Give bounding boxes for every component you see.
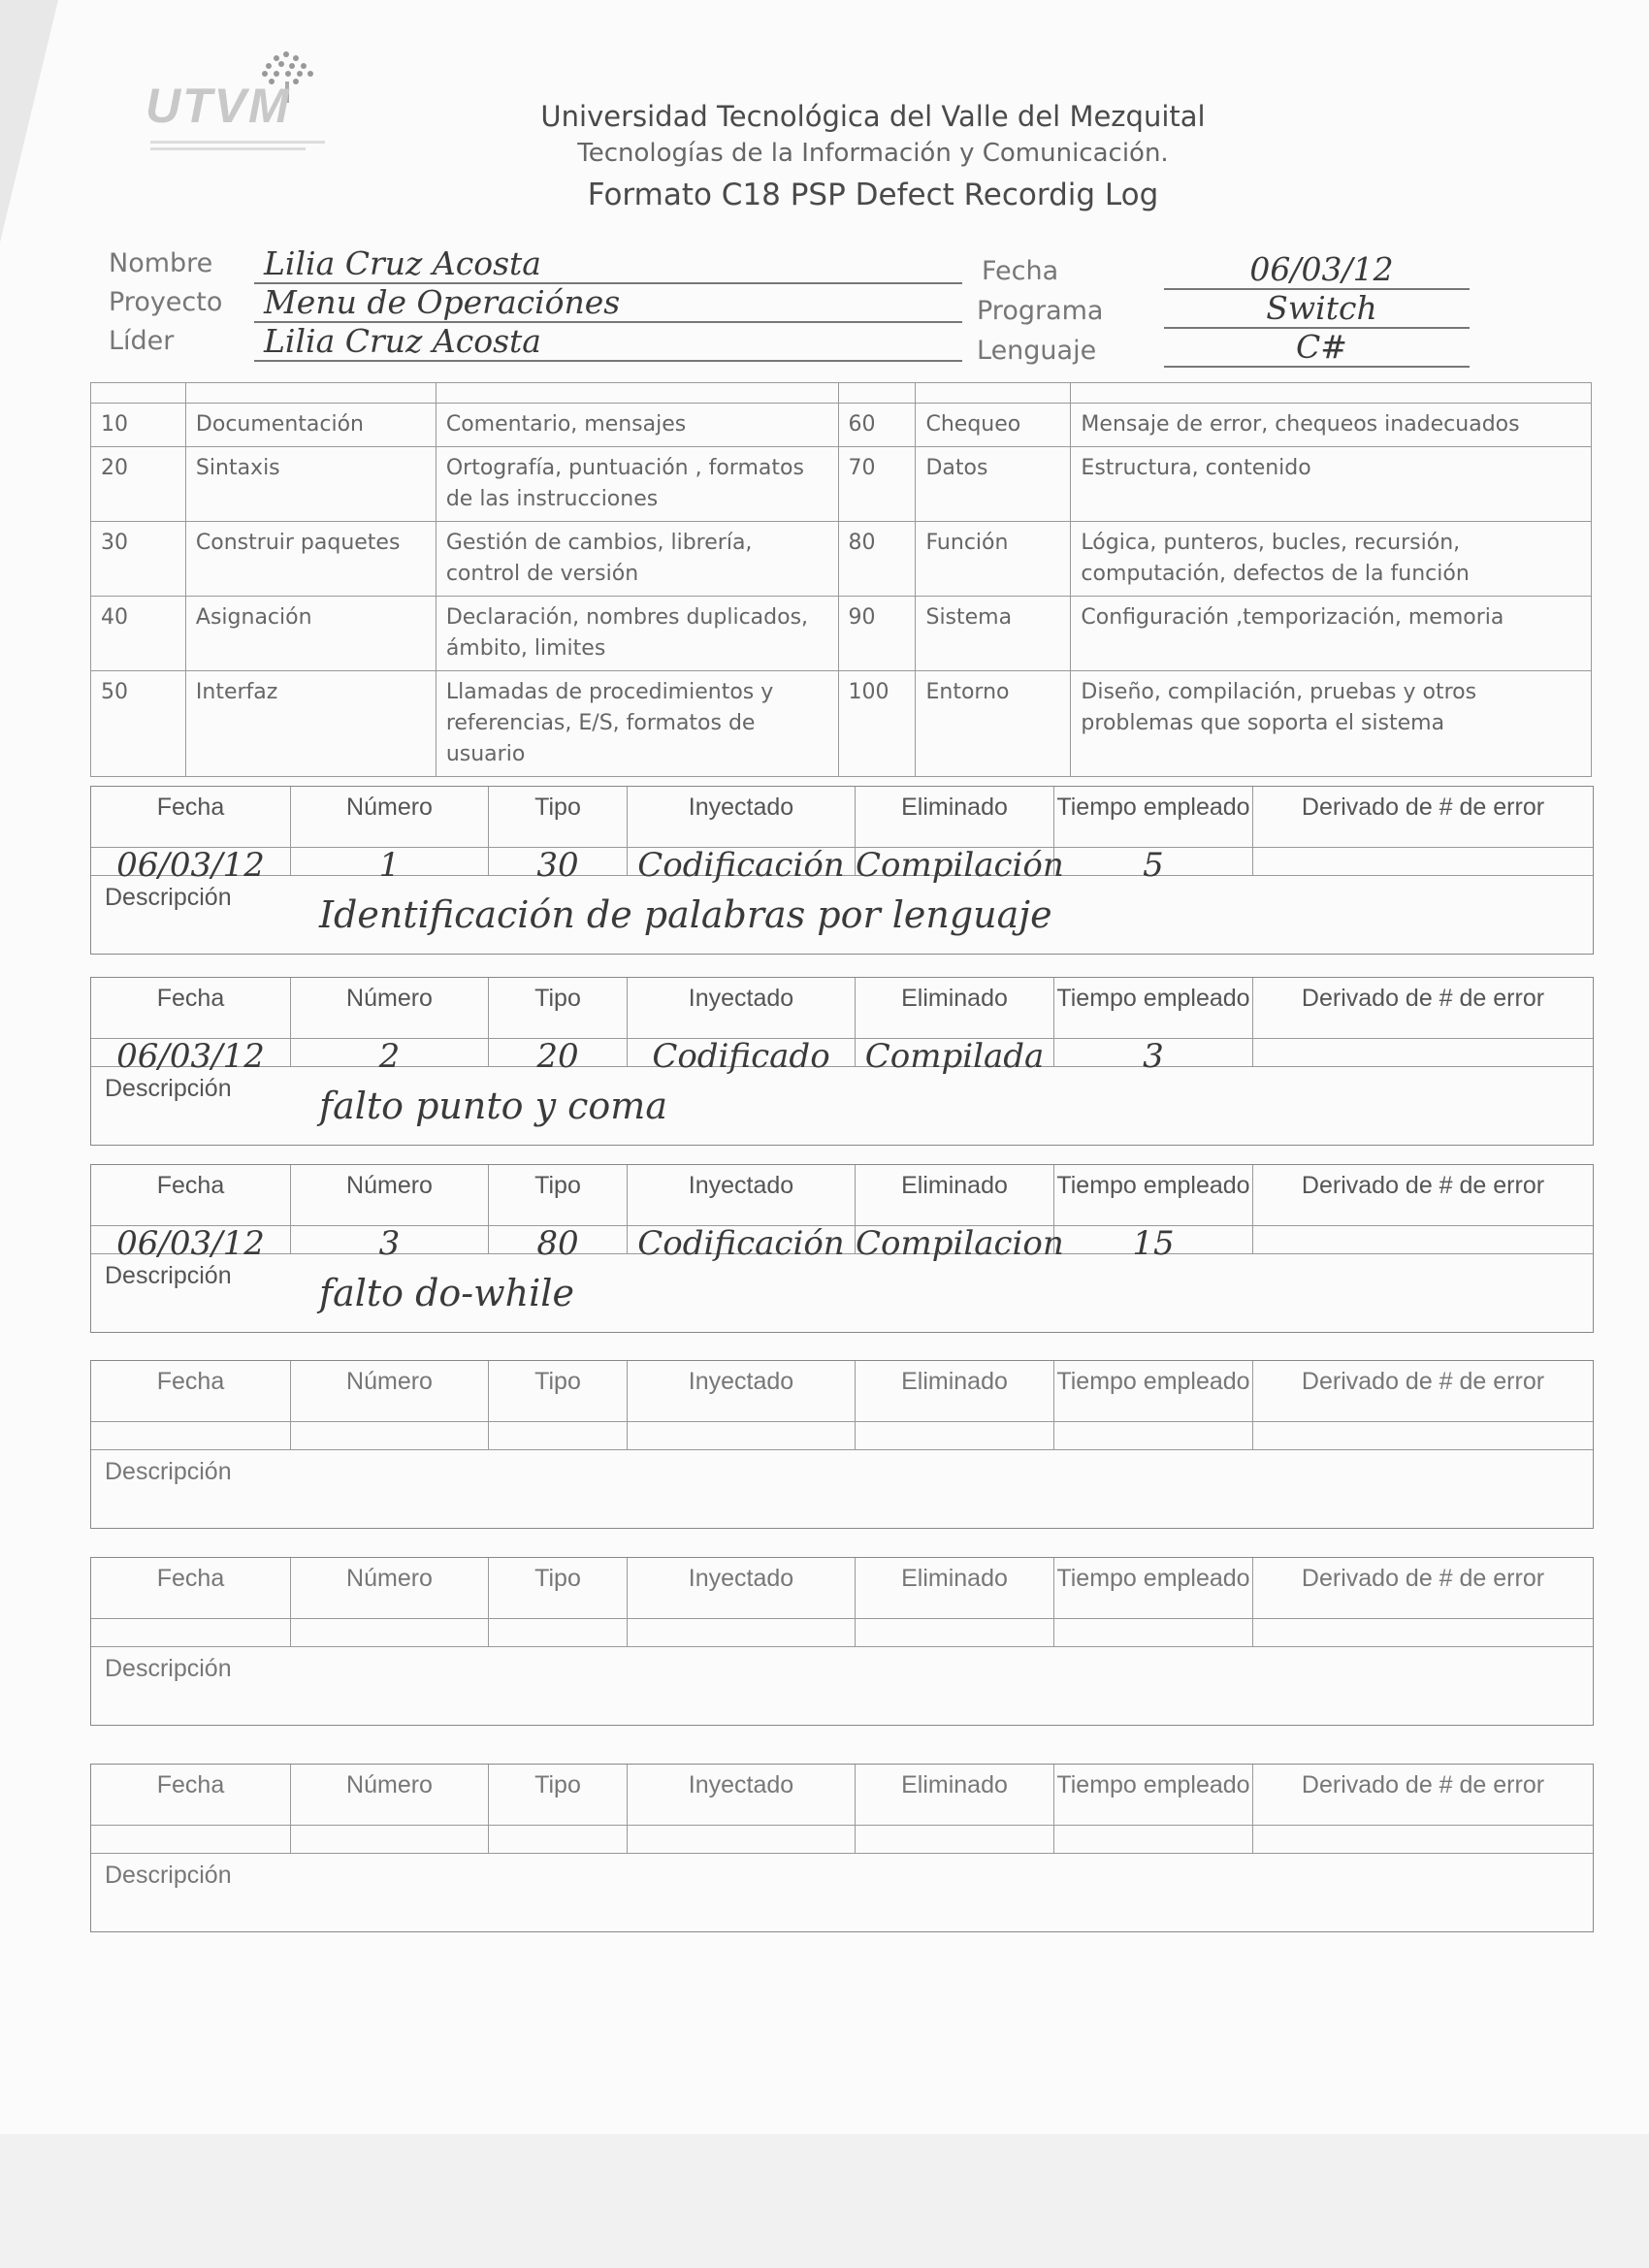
department-title: Tecnologías de la Información y Comunicación. — [577, 139, 1169, 168]
descripcion-label: Descripción — [105, 1075, 232, 1102]
defect-fecha-field[interactable]: 06/03/12 — [91, 1039, 291, 1066]
nombre-label: Nombre — [109, 248, 213, 278]
col-header-numero: Número — [291, 1765, 489, 1825]
col-header-tipo: Tipo — [489, 1558, 628, 1618]
defect-record — [90, 1164, 1594, 1333]
col-header-eliminado: Eliminado — [856, 1165, 1054, 1225]
defect-eliminado-field[interactable]: Compilacion — [856, 1224, 1064, 1263]
defect-value-row — [91, 846, 1593, 885]
defect-derivado-field[interactable] — [1253, 1826, 1593, 1853]
defect-tipo-field[interactable] — [489, 1619, 628, 1646]
defect-tiempo-field[interactable]: 15 — [1054, 1226, 1253, 1253]
defect-numero-field[interactable] — [291, 1422, 489, 1449]
type-num: 40 — [91, 597, 186, 671]
col-header-eliminado: Eliminado — [856, 1765, 1054, 1825]
type-num: 60 — [838, 404, 916, 447]
descripcion-label: Descripción — [105, 1458, 232, 1485]
defect-types-header-row — [91, 383, 1592, 404]
type-name: Asignación — [185, 597, 436, 671]
col-header-inyectado: Inyectado — [628, 787, 856, 847]
col-header-numero: Número — [291, 1558, 489, 1618]
defect-header-row — [91, 1558, 1593, 1618]
form-title: Formato C18 PSP Defect Recordig Log — [587, 178, 1159, 212]
logo-text: UTVM — [146, 79, 291, 133]
col-header-derivado: Derivado de # de error — [1301, 1565, 1545, 1592]
col-header-derivado: Derivado de # de error — [1301, 794, 1545, 821]
type-desc: Mensaje de error, chequeos inadecuados — [1071, 404, 1592, 447]
defect-fecha-field[interactable] — [91, 1619, 291, 1646]
lider-field[interactable]: Lilia Cruz Acosta — [254, 322, 962, 362]
defect-header-row — [91, 787, 1593, 847]
defect-tiempo-field[interactable]: 3 — [1054, 1039, 1253, 1066]
defect-eliminado-field[interactable]: Compilada — [856, 1039, 1054, 1066]
type-desc: Ortografía, puntuación , formatos de las instrucciones — [436, 447, 838, 522]
defect-numero-field[interactable]: 2 — [291, 1039, 489, 1066]
col-header-inyectado: Inyectado — [628, 1165, 856, 1225]
col-header-derivado: Derivado de # de error — [1301, 1771, 1545, 1798]
defect-type-row — [91, 447, 1592, 522]
descripcion-label: Descripción — [105, 1655, 232, 1682]
descripcion-field[interactable]: falto punto y coma — [319, 1085, 667, 1127]
col-header-fecha: Fecha — [91, 1558, 291, 1618]
col-header-eliminado: Eliminado — [856, 1361, 1054, 1421]
descripcion-label: Descripción — [105, 1262, 232, 1289]
col-header-derivado: Derivado de # de error — [1301, 1172, 1545, 1199]
descripcion-field[interactable]: Identificación de palabras por lenguaje — [319, 893, 1052, 936]
type-name: Datos — [916, 447, 1071, 522]
col-header-inyectado: Inyectado — [628, 1765, 856, 1825]
proyecto-field[interactable]: Menu de Operaciónes — [254, 283, 962, 323]
col-header-tiempo: Tiempo empleado — [1054, 1558, 1253, 1618]
type-num: 70 — [838, 447, 916, 522]
col-header-inyectado: Inyectado — [628, 1558, 856, 1618]
col-header-tiempo: Tiempo empleado — [1054, 1361, 1253, 1421]
defect-tipo-field[interactable]: 20 — [489, 1039, 628, 1066]
defect-tiempo-field[interactable] — [1054, 1619, 1253, 1646]
defect-derivado-field[interactable] — [1253, 1422, 1593, 1449]
defect-fecha-field[interactable] — [91, 1422, 291, 1449]
type-name: Función — [916, 522, 1071, 597]
defect-derivado-field[interactable] — [1253, 1619, 1593, 1646]
defect-record — [90, 1557, 1594, 1726]
defect-inyectado-field[interactable]: Codificación — [628, 848, 856, 875]
col-header-numero: Número — [291, 978, 489, 1038]
col-header-tipo: Tipo — [489, 1361, 628, 1421]
defect-fecha-field[interactable]: 06/03/12 — [91, 848, 291, 875]
descripcion-label: Descripción — [105, 1862, 232, 1889]
defect-tiempo-field[interactable] — [1054, 1826, 1253, 1853]
defect-tipo-field[interactable]: 30 — [489, 848, 628, 875]
defect-type-row — [91, 597, 1592, 671]
col-header-tiempo: Tiempo empleado — [1054, 978, 1253, 1038]
type-num: 100 — [838, 671, 916, 777]
col-header-derivado: Derivado de # de error — [1301, 985, 1545, 1012]
defect-inyectado-field[interactable] — [628, 1422, 856, 1449]
col-header-eliminado: Eliminado — [856, 1558, 1054, 1618]
defect-value-row — [91, 1618, 1593, 1647]
type-desc: Configuración ,temporización, memoria — [1071, 597, 1592, 671]
nombre-field[interactable]: Lilia Cruz Acosta — [254, 244, 962, 284]
type-desc: Comentario, mensajes — [436, 404, 838, 447]
col-header-tipo: Tipo — [489, 1765, 628, 1825]
defect-tiempo-field[interactable] — [1054, 1422, 1253, 1449]
defect-numero-field[interactable] — [291, 1826, 489, 1853]
descripcion-field[interactable]: falto do-while — [319, 1272, 574, 1314]
type-desc: Diseño, compilación, pruebas y otros problemas que soporta el sistema — [1071, 671, 1592, 777]
defect-type-row — [91, 522, 1592, 597]
defect-eliminado-field[interactable]: Compilación — [856, 846, 1064, 885]
type-num: 30 — [91, 522, 186, 597]
defect-tipo-field[interactable] — [489, 1422, 628, 1449]
defect-type-row — [91, 404, 1592, 447]
type-desc: Declaración, nombres duplicados, ámbito, limites — [436, 597, 838, 671]
col-header-eliminado: Eliminado — [856, 978, 1054, 1038]
defect-inyectado-field[interactable]: Codificación — [628, 1226, 856, 1253]
descripcion-label: Descripción — [105, 884, 232, 911]
defect-tiempo-field[interactable]: 5 — [1054, 848, 1253, 875]
background-strip — [0, 2134, 1649, 2268]
fecha-field[interactable]: 06/03/12 — [1164, 250, 1470, 290]
defect-header-row — [91, 1361, 1593, 1421]
type-num: 80 — [838, 522, 916, 597]
col-header-numero: Número — [291, 1361, 489, 1421]
lider-label: Líder — [109, 326, 175, 356]
col-header-tiempo: Tiempo empleado — [1054, 1165, 1253, 1225]
defect-derivado-field[interactable] — [1253, 1226, 1593, 1253]
defect-record — [90, 786, 1594, 955]
defect-eliminado-field[interactable] — [856, 1422, 1054, 1449]
defect-record — [90, 977, 1594, 1146]
defect-value-row — [91, 1224, 1593, 1263]
defect-header-row — [91, 978, 1593, 1038]
col-header-derivado: Derivado de # de error — [1301, 1368, 1545, 1395]
type-name: Sistema — [916, 597, 1071, 671]
defect-types-table — [90, 382, 1592, 777]
proyecto-label: Proyecto — [109, 287, 223, 317]
type-desc: Lógica, punteros, bucles, recursión, computación, defectos de la función — [1071, 522, 1592, 597]
type-name: Interfaz — [185, 671, 436, 777]
col-header-tipo: Tipo — [489, 1165, 628, 1225]
type-name: Entorno — [916, 671, 1071, 777]
type-num: 20 — [91, 447, 186, 522]
col-header-numero: Número — [291, 1165, 489, 1225]
col-header-fecha: Fecha — [91, 1361, 291, 1421]
col-header-fecha: Fecha — [91, 1165, 291, 1225]
col-header-fecha: Fecha — [91, 787, 291, 847]
type-desc: Gestión de cambios, librería, control de versión — [436, 522, 838, 597]
defect-numero-field[interactable]: 3 — [291, 1226, 489, 1253]
defect-inyectado-field[interactable] — [628, 1619, 856, 1646]
col-header-tipo: Tipo — [489, 978, 628, 1038]
type-num: 90 — [838, 597, 916, 671]
col-header-inyectado: Inyectado — [628, 978, 856, 1038]
fecha-label: Fecha — [982, 256, 1059, 286]
defect-numero-field[interactable] — [291, 1619, 489, 1646]
defect-value-row — [91, 1037, 1593, 1076]
defect-value-row — [91, 1421, 1593, 1450]
defect-derivado-field[interactable] — [1253, 848, 1593, 875]
defect-type-row — [91, 671, 1592, 777]
programa-field[interactable]: Switch — [1164, 289, 1470, 329]
col-header-tiempo: Tiempo empleado — [1054, 787, 1253, 847]
defect-record — [90, 1764, 1594, 1932]
col-header-tiempo: Tiempo empleado — [1054, 1765, 1253, 1825]
defect-fecha-field[interactable]: 06/03/12 — [91, 1226, 291, 1253]
defect-fecha-field[interactable] — [91, 1826, 291, 1853]
col-header-eliminado: Eliminado — [856, 787, 1054, 847]
type-name: Construir paquetes — [185, 522, 436, 597]
col-header-fecha: Fecha — [91, 978, 291, 1038]
programa-label: Programa — [977, 296, 1104, 326]
defect-record — [90, 1360, 1594, 1529]
type-desc: Estructura, contenido — [1071, 447, 1592, 522]
type-num: 50 — [91, 671, 186, 777]
defect-header-row — [91, 1765, 1593, 1825]
defect-eliminado-field[interactable] — [856, 1826, 1054, 1853]
defect-derivado-field[interactable] — [1253, 1039, 1593, 1066]
col-header-fecha: Fecha — [91, 1765, 291, 1825]
defect-eliminado-field[interactable] — [856, 1619, 1054, 1646]
col-header-tipo: Tipo — [489, 787, 628, 847]
col-header-numero: Número — [291, 787, 489, 847]
defect-header-row — [91, 1165, 1593, 1225]
defect-inyectado-field[interactable]: Codificado — [628, 1039, 856, 1066]
defect-tipo-field[interactable] — [489, 1826, 628, 1853]
defect-value-row — [91, 1825, 1593, 1854]
university-title: Universidad Tecnológica del Valle del Mezquital — [540, 100, 1206, 133]
type-num: 10 — [91, 404, 186, 447]
type-desc: Llamadas de procedimientos y referencias, E/S, formatos de usuario — [436, 671, 838, 777]
type-name: Documentación — [185, 404, 436, 447]
col-header-inyectado: Inyectado — [628, 1361, 856, 1421]
lenguaje-label: Lenguaje — [977, 336, 1097, 366]
defect-inyectado-field[interactable] — [628, 1826, 856, 1853]
type-name: Chequeo — [916, 404, 1071, 447]
type-name: Sintaxis — [185, 447, 436, 522]
lenguaje-field[interactable]: C# — [1164, 328, 1470, 368]
defect-numero-field[interactable]: 1 — [291, 848, 489, 875]
defect-tipo-field[interactable]: 80 — [489, 1226, 628, 1253]
